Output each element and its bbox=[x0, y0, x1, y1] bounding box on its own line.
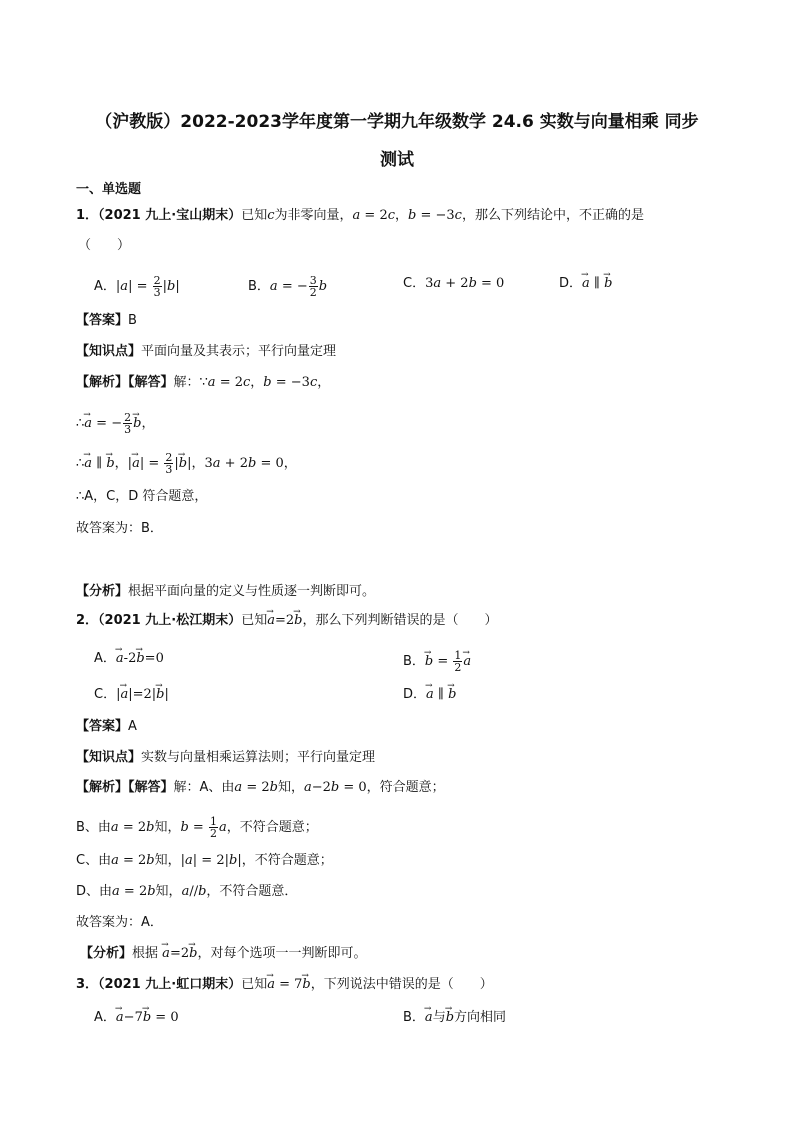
q2-option-c[interactable]: C．|→ a|=2|→ b| bbox=[94, 686, 169, 704]
q1-solution-line-5: 故答案为：B． bbox=[76, 521, 163, 536]
q3-source: （2021 九上·虹口期末） bbox=[98, 977, 242, 992]
q2-analysis: 【分析】根据 → a=2→ b，对每个选项一一判断即可。 bbox=[80, 945, 366, 963]
q1-knowledge-point: 【知识点】平面向量及其表示；平行向量定理 bbox=[76, 344, 337, 359]
q2-solution-d: D、由a = 2b知，a//b，不符合题意． bbox=[76, 884, 298, 899]
q2-knowledge-point: 【知识点】实数与向量相乘运算法则；平行向量定理 bbox=[76, 750, 376, 765]
q2-option-d[interactable]: D．→ a ∥ → b bbox=[403, 686, 456, 704]
document-title bbox=[60, 103, 734, 179]
q2-answer: 【答案】A bbox=[76, 719, 137, 734]
q1-number: 1． bbox=[76, 208, 99, 223]
q1-solution-line-4: ∴A，C，D 符合题意， bbox=[76, 489, 208, 504]
q2-option-b[interactable]: B．→ b = $\frac{1}{2}$ → a bbox=[403, 650, 471, 673]
q2-solution-b: B、由a = 2b知，b = $\frac{1}{2}$ a，不符合题意； bbox=[76, 815, 318, 840]
q1-solution-line-2: ∴→ a = − $\frac{2}{3}$ → b， bbox=[76, 412, 154, 435]
section-heading: 一、单选题 bbox=[76, 182, 142, 197]
q2-solution-a: 【解析】【解答】解：A、由a = 2b知，a−2b = 0，符合题意； bbox=[76, 780, 445, 795]
title-line-2: 测试 bbox=[380, 150, 414, 170]
q2-stem: 2．（2021 九上·松江期末）已知→ a=2→ b，那么下列判断错误的是（ ） bbox=[76, 612, 498, 630]
title-line-1: （沪教版）2022-2023学年度第一学期九年级数学 24.6 实数与向量相乘 同步 bbox=[95, 112, 699, 132]
q2-final-answer: 故答案为：A． bbox=[76, 915, 163, 930]
q2-option-a[interactable]: A．→ a-2→ b=0 bbox=[94, 650, 164, 668]
q3-option-a[interactable]: A．→ a−7→ b = 0 bbox=[94, 1009, 179, 1027]
q2-source: （2021 九上·松江期末） bbox=[98, 613, 242, 628]
q1-stem: 1．（2021 九上·宝山期末）已知c为非零向量，a = 2c，b = −3c，那么下列结论中，不正确的是 bbox=[76, 208, 644, 223]
q1-analysis: 【分析】根据平面向量的定义与性质逐一判断即可。 bbox=[76, 584, 376, 599]
q1-solution-line-3: ∴→ a ∥ → b，|→ a| = $\frac{2}{3}$ |→ b|，3a + 2b = 0， bbox=[76, 452, 297, 475]
q1-solution-line-1: 【解析】【解答】解：∵a = 2c，b = −3c， bbox=[76, 375, 331, 390]
q3-stem: 3．（2021 九上·虹口期末）已知→ a = 7→ b，下列说法中错误的是（ ） bbox=[76, 976, 493, 994]
q1-option-b[interactable]: B．a = − $\frac{3}{2}$ b bbox=[248, 274, 328, 299]
q2-number: 2． bbox=[76, 613, 99, 628]
q2-solution-c: C、由a = 2b知，|a| = 2|b|，不符合题意； bbox=[76, 853, 333, 868]
q3-option-b[interactable]: B．→ a与→ b方向相同 bbox=[403, 1009, 506, 1027]
q1-option-d[interactable]: D．→ a ∥ → b bbox=[559, 275, 612, 293]
q1-option-a[interactable]: A．|a| = $\frac{2}{3}$ |b| bbox=[94, 274, 180, 299]
q1-paren: （ ） bbox=[78, 238, 131, 253]
q1-source: （2021 九上·宝山期末） bbox=[98, 208, 242, 223]
q1-answer: 【答案】B bbox=[76, 313, 137, 328]
q3-number: 3． bbox=[76, 977, 99, 992]
q1-option-c[interactable]: C．3a + 2b = 0 bbox=[403, 276, 505, 291]
